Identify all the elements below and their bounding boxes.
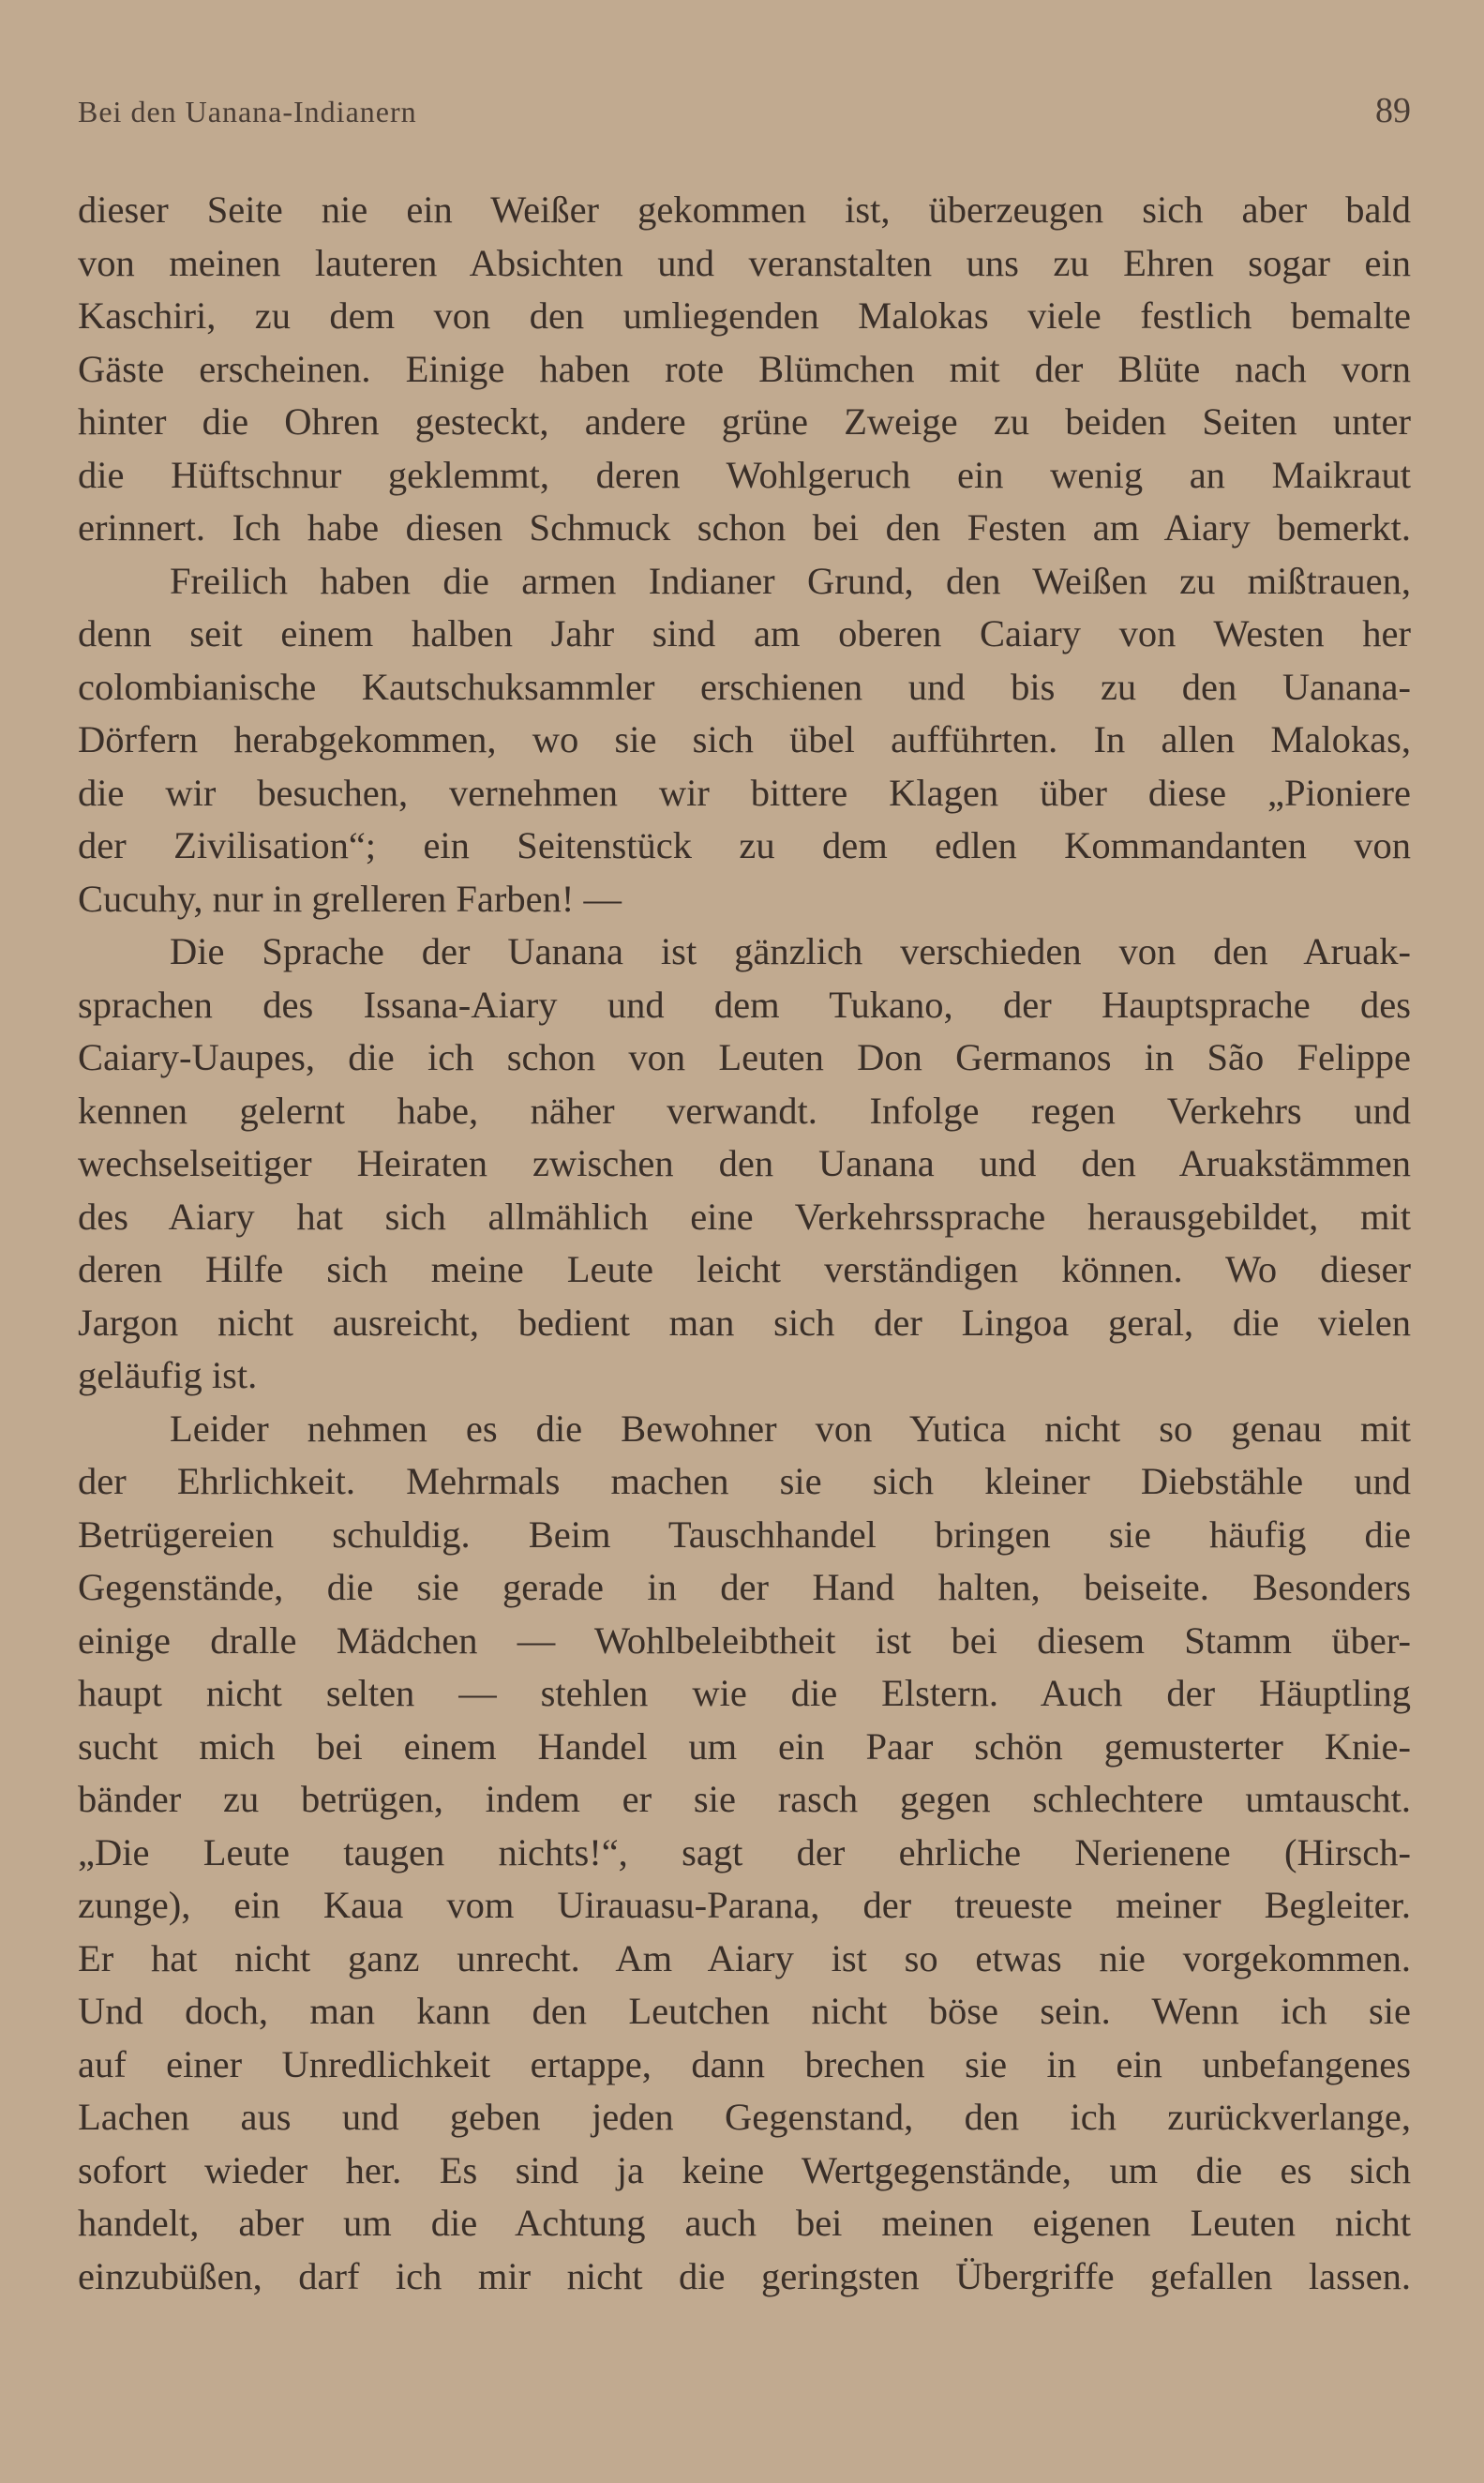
text-line: des Aiary hat sich allmählich eine Verkehrssprache herausgebildet, mit: [78, 1195, 1411, 1238]
text-line: Leider nehmen es die Bewohner von Yutica nicht so genau mit: [170, 1407, 1411, 1450]
text-line: zunge), ein Kaua vom Uirauasu-Parana, der treueste meiner Begleiter.: [78, 1884, 1411, 1926]
text-line: „Die Leute taugen nichts!“, sagt der ehrliche Nerienene (Hirsch-: [78, 1830, 1411, 1874]
text-line: kennen gelernt habe, näher verwandt. Infolge regen Verkehrs und: [78, 1089, 1411, 1132]
text-line: die Hüftschnur geklemmt, deren Wohlgeruch ein wenig an Maikraut: [78, 453, 1411, 496]
text-line: sucht mich bei einem Handel um ein Paar schön gemusterter Knie-: [78, 1724, 1411, 1768]
text-line: die wir besuchen, vernehmen wir bittere Klagen über diese „Pioniere: [78, 771, 1411, 814]
text-line: haupt nicht selten — stehlen wie die Elstern. Auch der Häuptling: [78, 1672, 1411, 1714]
text-line: geläufig ist.: [78, 1354, 258, 1396]
text-line: hinter die Ohren gesteckt, andere grüne Zweige zu beiden Seiten unter: [78, 400, 1411, 443]
text-line: einzubüßen, darf ich mir nicht die geringsten Übergriffe gefallen lassen.: [78, 2254, 1411, 2297]
text-line: Cucuhy, nur in grelleren Farben! —: [78, 877, 622, 920]
page-number: 89: [1375, 91, 1411, 130]
text-line: Gäste erscheinen. Einige haben rote Blümchen mit der Blüte nach vorn: [78, 347, 1411, 390]
paragraph: [78, 555, 1411, 926]
text-line: Freilich haben die armen Indianer Grund, den Weißen zu mißtrauen,: [170, 559, 1411, 602]
text-line: Dörfern herabgekommen, wo sie sich übel aufführten. In allen Malokas,: [78, 718, 1411, 760]
text-line: sofort wieder her. Es sind ja keine Wertgegenstände, um die es sich: [78, 2148, 1411, 2191]
text-line: der Zivilisation“; ein Seitenstück zu dem edlen Kommandanten von: [78, 824, 1411, 866]
text-line: Er hat nicht ganz unrecht. Am Aiary ist so etwas nie vorgekommen.: [78, 1936, 1411, 1979]
paragraph: [78, 1403, 1411, 2304]
text-line: Gegenstände, die sie gerade in der Hand halten, beiseite. Besonders: [78, 1566, 1411, 1608]
text-line: Betrügereien schuldig. Beim Tauschhandel bringen sie häufig die: [78, 1512, 1411, 1556]
text-line: Kaschiri, zu dem von den umliegenden Malokas viele festlich bemalte: [78, 294, 1411, 337]
text-line: der Ehrlichkeit. Mehrmals machen sie sich kleiner Diebstähle und: [78, 1460, 1411, 1502]
text-line: Lachen aus und geben jeden Gegenstand, den ich zurückverlange,: [78, 2096, 1411, 2138]
text-line: denn seit einem halben Jahr sind am oberen Caiary von Westen her: [78, 612, 1411, 655]
text-line: sprachen des Issana-Aiary und dem Tukano, der Hauptsprache des: [78, 983, 1411, 1026]
paragraph: [78, 184, 1411, 555]
text-line: Und doch, man kann den Leutchen nicht böse sein. Wenn ich sie: [78, 1990, 1411, 2032]
text-line: von meinen lauteren Absichten und veranstalten uns zu Ehren sogar ein: [78, 241, 1411, 284]
body-text: [78, 184, 1411, 2303]
text-line: Jargon nicht ausreicht, bedient man sich der Lingoa geral, die vielen: [78, 1301, 1411, 1344]
paragraph: [78, 925, 1411, 1403]
running-head: Bei den Uanana-Indianern: [78, 95, 417, 128]
page-header: [78, 90, 1411, 146]
text-line: auf einer Unredlichkeit ertappe, dann brechen sie in ein unbefangenes: [78, 2042, 1411, 2085]
text-line: bänder zu betrügen, indem er sie rasch gegen schlechtere umtauscht.: [78, 1778, 1411, 1820]
text-line: erinnert. Ich habe diesen Schmuck schon bei den Festen am Aiary bemerkt.: [78, 506, 1411, 549]
text-line: handelt, aber um die Achtung auch bei meinen eigenen Leuten nicht: [78, 2202, 1411, 2244]
text-line: deren Hilfe sich meine Leute leicht verständigen können. Wo dieser: [78, 1248, 1411, 1290]
text-line: Die Sprache der Uanana ist gänzlich verschieden von den Aruak-: [170, 930, 1411, 972]
text-line: wechselseitiger Heiraten zwischen den Uanana und den Aruakstämmen: [78, 1142, 1411, 1184]
text-line: dieser Seite nie ein Weißer gekommen ist, überzeugen sich aber bald: [78, 188, 1411, 231]
text-line: colombianische Kautschuksammler erschienen und bis zu den Uanana-: [78, 665, 1411, 708]
text-line: Caiary-Uaupes, die ich schon von Leuten Don Germanos in São Felippe: [78, 1036, 1411, 1078]
text-line: einige dralle Mädchen — Wohlbeleibtheit ist bei diesem Stamm über-: [78, 1618, 1411, 1662]
